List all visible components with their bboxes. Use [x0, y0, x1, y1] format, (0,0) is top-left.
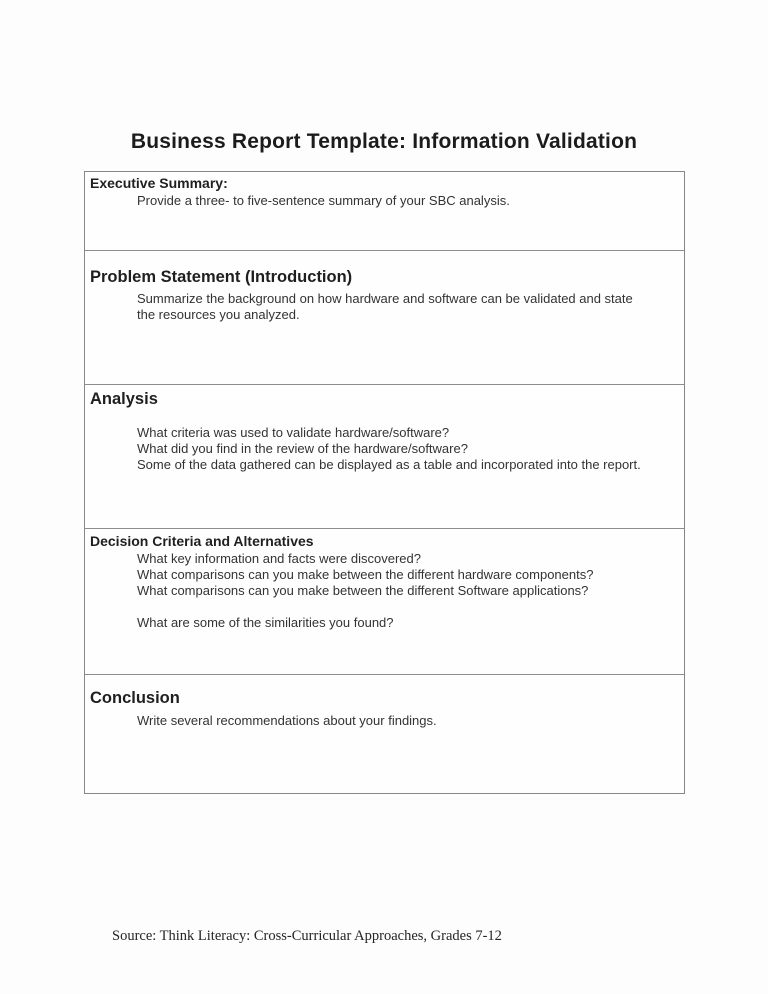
section-decision-criteria	[85, 529, 684, 675]
section-body	[85, 713, 684, 729]
section-line: Summarize the background on how hardware and software can be validated and state	[137, 291, 633, 306]
section-line: What criteria was used to validate hardware/software?	[137, 425, 450, 440]
section-heading: Decision Criteria and Alternatives	[90, 533, 314, 549]
section-line: What did you find in the review of the hardware/software?	[137, 441, 468, 456]
source-citation: Source: Think Literacy: Cross-Curricular Approaches, Grades 7-12	[112, 928, 502, 944]
section-body	[85, 291, 684, 323]
section-heading: Conclusion	[90, 689, 180, 707]
section-line: What are some of the similarities you found?	[137, 615, 394, 630]
section-analysis	[85, 385, 684, 529]
section-heading: Analysis	[90, 390, 158, 408]
section-body	[85, 193, 684, 209]
section-line-blank	[137, 599, 678, 615]
section-line: What key information and facts were discovered?	[137, 551, 421, 566]
section-body	[85, 425, 684, 473]
section-line: Write several recommendations about your findings.	[137, 713, 437, 728]
section-line: Some of the data gathered can be displayed as a table and incorporated into the report.	[137, 457, 641, 472]
section-line: Provide a three- to five-sentence summary of your SBC analysis.	[137, 193, 510, 208]
section-conclusion	[85, 675, 684, 793]
section-heading: Executive Summary:	[90, 175, 228, 191]
page-title: Business Report Template: Information Validation	[130, 130, 638, 153]
report-template-table	[84, 171, 685, 794]
section-body	[85, 551, 684, 631]
section-line: the resources you analyzed.	[137, 307, 300, 322]
section-executive-summary	[85, 172, 684, 251]
section-problem-statement	[85, 251, 684, 385]
section-line: What comparisons can you make between the different hardware components?	[137, 567, 594, 582]
section-line: What comparisons can you make between the different Software applications?	[137, 583, 589, 598]
section-heading: Problem Statement (Introduction)	[90, 268, 353, 286]
